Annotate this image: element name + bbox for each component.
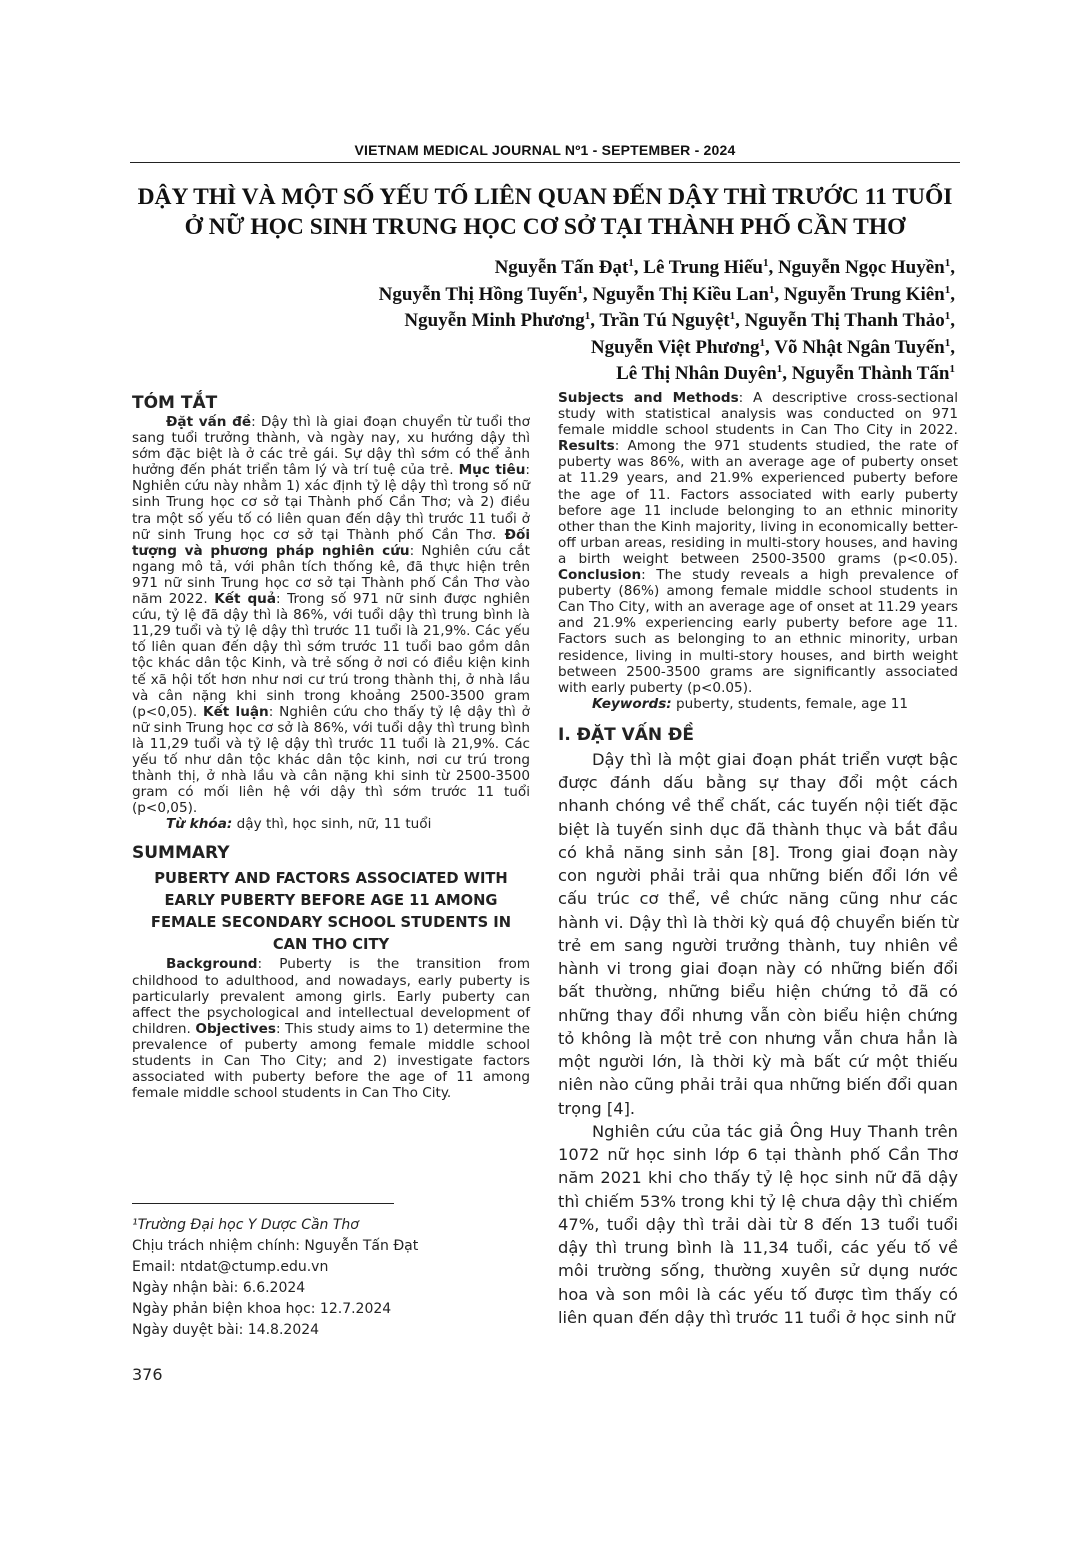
results-label: Kết quả <box>214 591 277 608</box>
abstract-vi-heading: TÓM TẮT <box>132 393 218 413</box>
author-name: Trần Tú Nguyệt <box>599 310 730 331</box>
author-name: Nguyễn Thị Kiều Lan <box>592 283 769 305</box>
methods-label: Đối tượng và phương pháp nghiên cứu <box>132 526 530 559</box>
affiliation-mark: 1 <box>584 310 591 322</box>
author-name: Nguyễn Minh Phương <box>404 310 585 331</box>
right-column <box>558 390 958 1329</box>
author-name: Lê Thị Nhân Duyên <box>616 363 777 384</box>
author-separator: , <box>782 363 792 384</box>
footnote-affiliation: ¹Trường Đại học Y Dược Cần Thơ <box>132 1217 359 1233</box>
abstract-vi-body <box>132 414 530 816</box>
header-rule <box>130 162 960 163</box>
keywords-text: dậy thì, học sinh, nữ, 11 tuổi <box>232 816 432 833</box>
keywords-label: Từ khóa: <box>166 816 233 833</box>
objectives-label: Mục tiêu <box>458 462 526 479</box>
footnote-reviewed: Ngày phản biện khoa học: 12.7.2024 <box>132 1301 392 1317</box>
author-name: Võ Nhật Ngân Tuyến <box>774 336 945 358</box>
intro-paragraph-2: Nghiên cứu của tác giả Ông Huy Thanh trên 1072 nữ học sinh lớp 6 tại thành phố Cần Thơ năm 2021 khi cho thấy tỷ lệ học sinh nữ đã dậy thì chiếm 53% trong khi tỷ lệ chưa dậy thì chiếm 47%, tuổi dậy thì trải dài từ 8 đến 13 tuổi tuổi dậy thì trung bình là 11,34 tuổi, các yếu tố về môi trường sống, thường xuyên sử dụng nước hoa và son môi là các yếu tố được tìm thấy có liên quan đến dậy thì trước 11 tuổi ở học sinh nữ <box>558 1121 958 1327</box>
conclusion-label: Conclusion <box>558 567 642 584</box>
author-list <box>195 255 955 388</box>
author-separator: , <box>950 257 955 278</box>
title-line-2: Ở NỮ HỌC SINH TRUNG HỌC CƠ SỞ TẠI THÀNH PHỐ CẦN THƠ <box>184 214 906 240</box>
conclusion-text: : Nghiên cứu cho thấy tỷ lệ dậy thì ở nữ sinh Trung học cơ sở là 86%, với tuổi dậy thì trung bình là 11,29 tuổi và tỷ lệ dậy thì trước 11 tuổi là 21,9%. Các yếu tố như dân tộc khác dân tộc kinh, nơi cư trú trong thành thị, ở nhà lầu và cân nặng khi sinh từ 2500-3500 gram có mối liên hệ với dậy thì sớm trước 11 tuổi (p<0,05). <box>132 703 530 817</box>
footnote-received: Ngày nhận bài: 6.6.2024 <box>132 1280 306 1296</box>
footnote-rule <box>132 1203 394 1204</box>
author-line <box>195 361 955 388</box>
author-name: Nguyễn Trung Kiên <box>783 283 945 305</box>
affiliation-mark: 1 <box>944 257 951 269</box>
author-name: Nguyễn Ngọc Huyền <box>777 257 945 278</box>
author-name: Nguyễn Thị Hồng Tuyến <box>378 283 578 305</box>
results-text: : Among the 971 students studied, the rate of puberty was 86%, with an average age of puberty onset at 11.29 years, and 21.9% experienced puberty before the age of 11. Factors associated with early puberty before age 11 include belonging to an ethnic minority other than the Kinh majority, living in economically better-off urban areas, residing in multi-story houses, and having a birth weight between 2500-3500 grams (p<0.05). <box>558 438 958 567</box>
article-title <box>110 182 980 242</box>
results-text: : Trong số 971 nữ sinh được nghiên cứu, tỷ lệ đã dậy thì là 86%, với tuổi dậy thì trung bình là 11,29 tuổi và tỷ lệ dậy thì trước 11 tuổi là 21,9%. Các yếu tố liên quan đến dậy thì sớm trước 11 tuổi bao gồm dân tộc khác dân tộc Kinh, và trẻ sống ở nơi có điều kiện kinh tế xã hội tốt hơn như nơi cư trú trong thành thị, ở nhà lầu và cân nặng khi sinh trong khoảng 2500-3500 gram (p<0,05). <box>132 591 530 720</box>
affiliation-mark: 1 <box>944 336 951 349</box>
author-separator: , <box>950 310 955 331</box>
affiliation-mark: 1 <box>759 336 766 349</box>
journal-header: VIETNAM MEDICAL JOURNAL Nº1 - SEPTEMBER - 2024 <box>354 142 736 158</box>
author-separator: , <box>950 336 955 358</box>
objectives-label: Objectives <box>195 1020 276 1037</box>
summary-body-continued <box>558 390 958 696</box>
conclusion-label: Kết luận <box>203 703 269 720</box>
affiliation-mark: 1 <box>729 310 736 322</box>
background-text: : Puberty is the transition from childhood to adulthood, and nowadays, early puberty is particularly prevalent among girls. Early puberty can affect the psychological and intellectual development of children. <box>132 956 530 1037</box>
background-label: Background <box>166 956 258 973</box>
affiliation-mark: 1 <box>768 283 775 296</box>
intro-paragraph-1: Dậy thì là một giai đoạn phát triển vượt bậc được đánh dấu bằng sự thay đổi một cách nhanh chóng về thể chất, các tuyến nội tiết đặc biệt là tuyến sinh dục đã thành thục và bắt đầu có khả năng sinh sản [8]. Trong giai đoạn này con người phải trải qua những biến đổi lớn về cấu trúc cơ thể, về chức năng cũng như các hành vi. Dậy thì là thời kỳ quá độ chuyển biến từ trẻ em sang người trưởng thành, tuy nhiên về hành vi trong giai đoạn này có những biến đổi bất thường, những biểu hiện chứng tỏ đã có những thay đổi nhưng vẫn còn biểu hiện chứng tỏ không là một trẻ con nhưng vẫn chưa hẳn là một người lớn, là thời kỳ mà bất cứ một thiếu niên nào cũng phải trải qua những biến đổi quan trọng [4]. <box>558 749 958 1118</box>
background-text: : Dậy thì là giai đoạn chuyển từ tuổi thơ sang tuổi trưởng thành, và ngày nay, xu hướng dậy thì sớm đặc biệt là ở các trẻ gái. Sự dậy thì sớm có thể ảnh hưởng đến phát triển tâm lý và trí tuệ của trẻ. <box>132 414 530 479</box>
intro-heading: I. ĐẶT VẤN ĐỀ <box>558 724 694 745</box>
page-number: 376 <box>132 1365 163 1384</box>
background-label: Đặt vấn đề <box>166 414 252 430</box>
author-separator: , <box>590 310 600 331</box>
author-separator: , <box>774 283 784 305</box>
affiliation-mark: 1 <box>944 310 951 322</box>
affiliation-mark: 1 <box>762 257 769 269</box>
author-name: Nguyễn Tấn Đạt <box>494 257 629 278</box>
affiliation-mark: 1 <box>776 363 783 375</box>
author-separator: , <box>768 257 778 278</box>
keywords-label: Keywords: <box>592 695 672 712</box>
author-line <box>195 308 955 335</box>
title-line-1: DẬY THÌ VÀ MỘT SỐ YẾU TỐ LIÊN QUAN ĐẾN DẬY THÌ TRƯỚC 11 TUỔI <box>137 184 953 210</box>
author-separator: , <box>765 336 775 358</box>
author-name: Nguyễn Thị Thanh Thảo <box>744 310 945 331</box>
author-separator: , <box>582 283 593 305</box>
affiliation-mark: 1 <box>949 363 955 375</box>
author-name: Nguyễn Thành Tấn <box>791 363 950 384</box>
author-separator: , <box>633 257 644 278</box>
author-name: Lê Trung Hiếu <box>643 257 763 278</box>
objectives-text: : Nghiên cứu này nhằm 1) xác định tỷ lệ dậy thì trong số nữ sinh Trung học cơ sở tại Thành phố Cần Thơ; và 2) điều tra một số yếu tố có liên quan đến dậy thì trước 11 tuổi ở nữ sinh Trung học cơ sở tại Thành phố Cần Thơ. <box>132 462 530 543</box>
author-line <box>195 255 955 282</box>
keywords-en <box>558 696 958 712</box>
results-label: Results <box>558 438 615 455</box>
methods-text: : Nghiên cứu cắt ngang mô tả, với phân tích thống kê, đã thực hiện trên 971 nữ sinh Trung học cơ sở tại Thành phố Cần Thơ vào năm 2022. <box>132 542 530 608</box>
affiliation-mark: 1 <box>577 283 583 296</box>
summary-title: PUBERTY AND FACTORS ASSOCIATED WITH EARLY PUBERTY BEFORE AGE 11 AMONG FEMALE SECONDARY SCHOOL STUDENTS IN CAN THO CITY <box>150 870 512 954</box>
author-line <box>195 282 955 309</box>
left-column <box>132 392 530 1101</box>
footnote-accepted: Ngày duyệt bài: 14.8.2024 <box>132 1322 320 1338</box>
methods-label: Subjects and Methods <box>558 390 739 406</box>
keywords-text: puberty, students, female, age 11 <box>671 695 909 712</box>
author-separator: , <box>735 310 745 331</box>
conclusion-text: : The study reveals a high prevalence of puberty (86%) among female middle school students in Can Tho City, with an average age of onset at 11.29 years and 21.9% experiencing early puberty before age 11. Factors such as belonging to an ethnic minority, urban residence, living in multi-story houses, and birth weight between 2500-3500 grams are significantly associated with early puberty (p<0.05). <box>558 567 958 696</box>
summary-heading: SUMMARY <box>132 843 230 864</box>
author-separator: , <box>950 283 955 305</box>
affiliation-mark: 1 <box>628 257 634 269</box>
footnote-responsible: Chịu trách nhiệm chính: Nguyễn Tấn Đạt <box>132 1238 419 1254</box>
methods-text: : A descriptive cross-sectional study with statistical analysis was conducted on 971 female middle school students in Can Tho City in 2022. <box>558 390 958 439</box>
summary-body <box>132 956 530 1101</box>
footnote-email: Email: ntdat@ctump.edu.vn <box>132 1259 329 1275</box>
author-name: Nguyễn Việt Phương <box>590 336 760 358</box>
objectives-text: : This study aims to 1) determine the prevalence of puberty among female middle school students in Can Tho City; and 2) investigate factors associated with puberty before the age of 11 among female middle school students in Can Tho City. <box>132 1020 530 1102</box>
keywords-vi <box>132 816 530 832</box>
author-line <box>195 335 955 362</box>
affiliation-mark: 1 <box>944 283 951 296</box>
footnotes <box>132 1215 532 1341</box>
